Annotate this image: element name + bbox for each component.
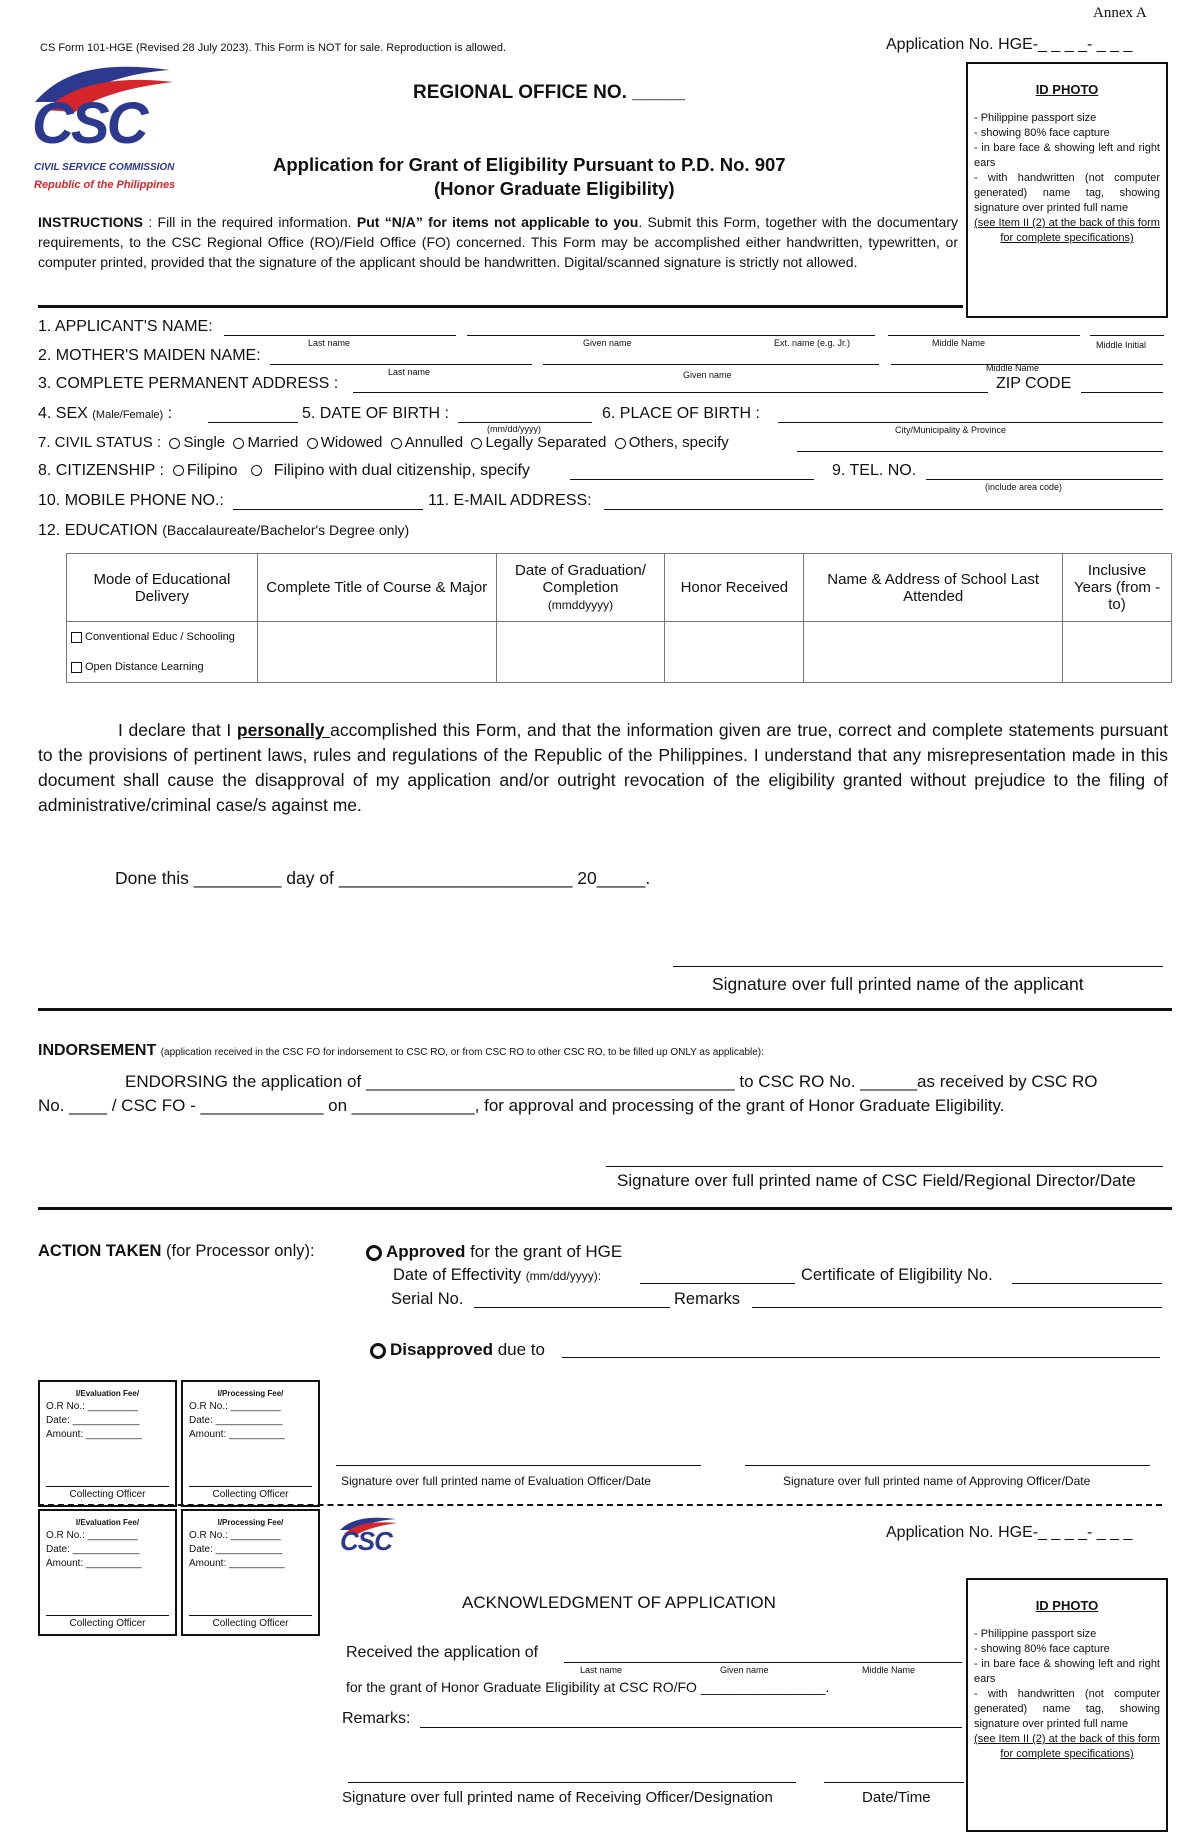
remarks-label: Remarks (674, 1290, 741, 1308)
mobile-phone-field[interactable] (233, 509, 423, 510)
annex-label: Annex A (1093, 5, 1147, 21)
citizenship-dual-radio[interactable] (251, 465, 262, 476)
education-label: 12. EDUCATION (Baccalaureate/Bachelor's Degree only) (38, 522, 410, 539)
id-photo-box-ack (966, 1578, 1168, 1832)
edu-header-school: Name & Address of School Last Attended (804, 554, 1063, 622)
date-of-birth-label: 5. DATE OF BIRTH : (302, 405, 449, 422)
certificate-no-label: Certificate of Eligibility No. (801, 1266, 993, 1284)
disapproved-radio[interactable] (370, 1343, 386, 1359)
open-distance-checkbox[interactable] (71, 662, 82, 673)
edu-header-mode: Mode of Educational Delivery (67, 554, 258, 622)
mother-last-name-field[interactable] (270, 364, 532, 365)
ack-received-label: Received the application of (346, 1644, 539, 1661)
email-address-label: 11. E-MAIL ADDRESS: (428, 492, 592, 509)
ack-datetime-label: Date/Time (862, 1789, 931, 1806)
form-subtitle: (Honor Graduate Eligibility) (434, 178, 675, 199)
table-row (67, 622, 1172, 683)
ack-title: ACKNOWLEDGMENT OF APPLICATION (462, 1593, 776, 1612)
processing-fee-box-copy: I/Processing Fee/ O.R No.: _________ Date: ____________ Amount: __________ Collecting Officer (181, 1509, 320, 1636)
csc-logo-sub2: Republic of the Philippines (34, 179, 176, 191)
application-number: Application No. HGE-_ _ _ _- _ _ _ (886, 36, 1133, 53)
disapproved-option: Disapproved due to (370, 1340, 545, 1360)
education-table (66, 553, 1172, 683)
applicant-given-name-field[interactable] (467, 335, 875, 336)
edu-header-honor: Honor Received (665, 554, 804, 622)
csc-logo-text: CSC (32, 91, 146, 156)
ack-remarks-field[interactable] (420, 1727, 962, 1728)
place-of-birth-label: 6. PLACE OF BIRTH : (602, 405, 760, 422)
evaluation-officer-signature-label: Signature over full printed name of Evaluation Officer/Date (341, 1474, 651, 1488)
mother-maiden-name-label: 2. MOTHER'S MAIDEN NAME: (38, 347, 261, 364)
declaration-text: I declare that I personally accomplished this Form, and that the information given are true, correct and complete statements pursuant to the provisions of pertinent laws, rules and regulations of the Republic of the Philippines. I understand that any misrepresentation made in this document shall cause the disapproval of my application and/or outright revocation of the eligibility granted without prejudice to the filing of administrative/criminal case/s against me. (38, 720, 1168, 815)
ack-datetime-line[interactable] (824, 1782, 964, 1783)
conventional-educ-checkbox[interactable] (71, 632, 82, 643)
director-signature-line[interactable] (606, 1166, 1163, 1167)
applicant-last-name-field[interactable] (224, 335, 456, 336)
civil-status-separated-radio[interactable] (471, 438, 482, 449)
citizenship-row: 8. CITIZENSHIP : Filipino Filipino with dual citizenship, specify (38, 462, 530, 479)
evaluation-fee-box: I/Evaluation Fee/ O.R No.: _________ Date: ____________ Amount: __________ Collecting Officer (38, 1380, 177, 1507)
action-taken-heading: ACTION TAKEN (for Processor only): (38, 1242, 315, 1260)
remarks-field[interactable] (752, 1307, 1162, 1308)
action-divider (38, 1207, 1172, 1210)
csc-logo-sub1: CIVIL SERVICE COMMISSION (34, 162, 175, 173)
mother-given-name-field[interactable] (543, 364, 879, 365)
applicant-signature-label: Signature over full printed name of the applicant (712, 974, 1084, 994)
id-photo-title-ack: ID PHOTO (1035, 1598, 1099, 1613)
applicant-middle-initial-field[interactable] (1090, 335, 1164, 336)
indorsement-line2: No. ____ / CSC FO - _____________ on _____________, for approval and processing of the grant of Honor Graduate Eligibility. (38, 1096, 1005, 1115)
indorsement-line1: ENDORSING the application of _______________________________________ to CSC RO No. ______as received by CSC RO (125, 1072, 1098, 1091)
instructions: INSTRUCTIONS : Fill in the required information. Put “N/A” for items not applicable to you. Submit this Form, together with the documentary requirements, to the CSC Regional Office (RO)/Field Office (FO) concerned. This Form may be accomplished either handwritten, typewritten, or computer printed, provided that the signature of the applicant should be handwritten. Digital/scanned signature is strictly not allowed. (38, 214, 958, 270)
approved-option: Approved for the grant of HGE (366, 1242, 622, 1262)
approving-officer-signature-label: Signature over full printed name of Approving Officer/Date (783, 1474, 1091, 1488)
civil-status-others-field[interactable] (797, 451, 1163, 452)
zip-code-field[interactable] (1081, 392, 1163, 393)
edu-date-cell[interactable] (496, 622, 665, 683)
evaluation-officer-signature-line[interactable] (336, 1465, 701, 1466)
civil-status-married-radio[interactable] (233, 438, 244, 449)
edu-mode-cell: Conventional Educ / Schooling Open Distance Learning (67, 622, 258, 683)
mobile-phone-label: 10. MOBILE PHONE NO.: (38, 492, 224, 509)
receiving-officer-signature-label: Signature over full printed name of Receiving Officer/Designation (342, 1789, 773, 1806)
civil-status-others-radio[interactable] (615, 438, 626, 449)
date-effectivity-label: Date of Effectivity (mm/dd/yyyy): (393, 1266, 602, 1284)
date-of-birth-field[interactable] (458, 422, 592, 423)
approved-radio[interactable] (366, 1245, 382, 1261)
id-photo-specs: - Philippine passport size - showing 80% face capture - in bare face & showing left and right ears - with handwritten (not computer generated) name tag, showing signature over printed full name (see Item II (2) at the back of this form for complete specifications) (974, 112, 1160, 244)
permanent-address-label: 3. COMPLETE PERMANENT ADDRESS : (38, 375, 339, 392)
citizenship-filipino-radio[interactable] (173, 465, 184, 476)
place-of-birth-field[interactable] (778, 422, 1163, 423)
dual-citizenship-field[interactable] (570, 479, 814, 480)
edu-header-date: Date of Graduation/ Completion (mmddyyyy) (496, 554, 665, 622)
processing-fee-box: I/Processing Fee/ O.R No.: _________ Date: ____________ Amount: __________ Collecting Officer (181, 1380, 320, 1507)
ack-remarks-label: Remarks: (342, 1710, 411, 1727)
civil-status-single-radio[interactable] (169, 438, 180, 449)
id-photo-box (966, 62, 1168, 318)
edu-years-cell[interactable] (1063, 622, 1172, 683)
permanent-address-field[interactable] (353, 392, 988, 393)
form-code: CS Form 101-HGE (Revised 28 July 2023). This Form is NOT for sale. Reproduction is allowed. (40, 42, 507, 54)
certificate-no-field[interactable] (1012, 1283, 1162, 1284)
civil-status-widowed-radio[interactable] (307, 438, 318, 449)
csc-logo-small (338, 1516, 398, 1560)
done-this-date: Done this _________ day of ________________________ 20_____. (115, 868, 651, 888)
zip-code-label: ZIP CODE (996, 375, 1072, 392)
civil-status-row: 7. CIVIL STATUS : Single Married Widowed Annulled Legally Separated Others, specify (38, 434, 729, 451)
csc-logo-small-text: CSC (340, 1526, 392, 1556)
disapproved-reason-field[interactable] (562, 1357, 1160, 1358)
tel-no-field[interactable] (926, 479, 1163, 480)
cut-line (38, 1504, 1162, 1506)
evaluation-fee-box-copy: I/Evaluation Fee/ O.R No.: _________ Date: ____________ Amount: __________ Collecting Officer (38, 1509, 177, 1636)
serial-no-field[interactable] (474, 1307, 670, 1308)
indorsement-divider (38, 1008, 1172, 1011)
ack-application-number: Application No. HGE-_ _ _ _- _ _ _ (886, 1524, 1133, 1541)
email-address-field[interactable] (604, 509, 1163, 510)
indorsement-heading: INDORSEMENT (application received in the CSC FO for indorsement to CSC RO, or from CSC RO to other CSC RO, to be filled up ONLY as applicable): (38, 1042, 764, 1059)
edu-honor-cell[interactable] (665, 622, 804, 683)
csc-logo (30, 62, 175, 202)
form-title: Application for Grant of Eligibility Pursuant to P.D. No. 907 (273, 154, 786, 175)
tel-no-label: 9. TEL. NO. (832, 462, 917, 479)
edu-header-years: Inclusive Years (from - to) (1063, 554, 1172, 622)
civil-status-annulled-radio[interactable] (391, 438, 402, 449)
edu-course-cell[interactable] (257, 622, 496, 683)
regional-office: REGIONAL OFFICE NO. _____ (413, 82, 686, 103)
date-effectivity-field[interactable] (640, 1283, 795, 1284)
director-signature-label: Signature over full printed name of CSC Field/Regional Director/Date (617, 1171, 1136, 1190)
ack-for-grant: for the grant of Honor Graduate Eligibility at CSC RO/FO ________________. (346, 1679, 830, 1695)
edu-header-course: Complete Title of Course & Major (257, 554, 496, 622)
applicant-name-label: 1. APPLICANT'S NAME: (38, 318, 213, 335)
serial-no-label: Serial No. (391, 1290, 464, 1308)
edu-school-cell[interactable] (804, 622, 1063, 683)
ack-applicant-name-field[interactable] (564, 1662, 962, 1663)
receiving-officer-signature-line[interactable] (348, 1782, 796, 1783)
sex-field[interactable] (208, 422, 298, 423)
applicant-signature-line[interactable] (673, 966, 1163, 967)
sex-label: 4. SEX (Male/Female) : (38, 405, 173, 422)
id-photo-title: ID PHOTO (1035, 82, 1099, 97)
header-divider (38, 305, 963, 308)
id-photo-specs-ack: - Philippine passport size - showing 80% face capture - in bare face & showing left and right ears - with handwritten (not computer generated) name tag, showing signature over printed full name (see Item II (2) at the back of this form for complete specifications) (974, 1628, 1160, 1760)
applicant-middle-name-field[interactable] (888, 335, 1080, 336)
approving-officer-signature-line[interactable] (745, 1465, 1150, 1466)
